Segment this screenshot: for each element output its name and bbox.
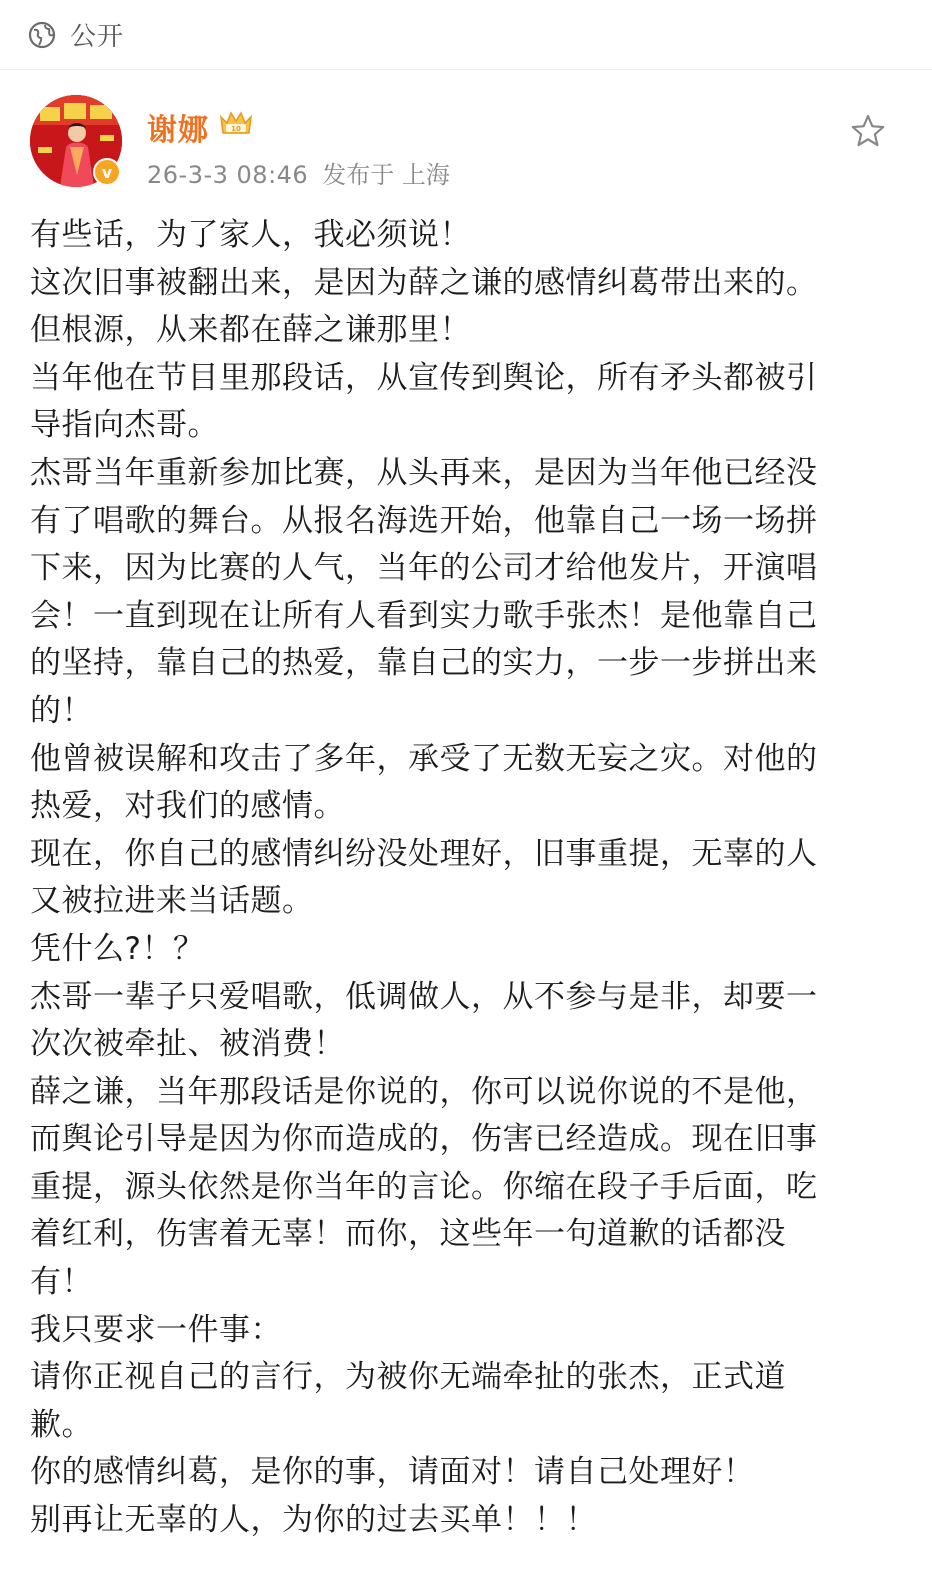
post-text-line: 会！一直到现在让所有人看到实力歌手张杰！是他靠自己 — [30, 597, 818, 634]
visibility-label: 公开 — [70, 22, 125, 52]
post-text-line: 别再让无辜的人，为你的过去买单！！！ — [30, 1502, 597, 1539]
post-text-line: 我只要求一件事： — [30, 1311, 282, 1348]
post-text-line: 着红利，伤害着无辜！而你，这些年一句道歉的话都没 — [30, 1216, 786, 1253]
post-text-line: 导指向杰哥。 — [30, 407, 219, 444]
verified-badge-icon: v — [93, 158, 121, 186]
post-text-line: 有了唱歌的舞台。从报名海选开始，他靠自己一场一场拼 — [30, 502, 818, 539]
post-text-line: 有些话，为了家人，我必须说！ — [30, 217, 471, 253]
svg-text:10: 10 — [231, 125, 241, 133]
post-text-line: 你的感情纠葛，是你的事，请面对！请自己处理好！ — [30, 1454, 755, 1491]
post-header — [0, 95, 932, 195]
post-text-line: 有！ — [30, 1264, 93, 1301]
post-text-line: 下来，因为比赛的人气，当年的公司才给他发片，开演唱 — [30, 550, 818, 587]
post-text-line: 现在，你自己的感情纠纷没处理好，旧事重提，无辜的人 — [30, 835, 818, 872]
post-text-line: 又被拉进来当话题。 — [30, 883, 314, 920]
post-text-line: 次次被牵扯、被消费！ — [30, 1026, 345, 1063]
post-text-line: 这次旧事被翻出来，是因为薛之谦的感情纠葛带出来的。 — [30, 264, 818, 301]
post-text-line: 但根源，从来都在薛之谦那里！ — [30, 312, 471, 349]
post-location: 发布于 上海 — [322, 161, 450, 189]
favorite-star-icon[interactable] — [850, 113, 886, 149]
post-text-line: 请你正视自己的言行，为被你无端牵扯的张杰，正式道 — [30, 1359, 786, 1396]
post-text-line: 而舆论引导是因为你而造成的，伤害已经造成。现在旧事 — [30, 1121, 818, 1158]
post-meta — [147, 155, 450, 190]
post-time: 26-3-3 08:46 — [147, 161, 309, 189]
post-text-line: 的！ — [30, 692, 93, 729]
globe-icon — [28, 21, 56, 49]
crown-vip-icon[interactable] — [218, 107, 254, 139]
post-text-line: 凭什么?！？ — [30, 930, 205, 967]
post-text-line: 重提，源头依然是你当年的言论。你缩在段子手后面，吃 — [30, 1168, 818, 1205]
post-body — [30, 212, 910, 1545]
post-text-line: 热爱，对我们的感情。 — [30, 788, 345, 825]
post-text-line: 杰哥当年重新参加比赛，从头再来，是因为当年他已经没 — [30, 454, 818, 491]
post-text-line: 薛之谦，当年那段话是你说的，你可以说你说的不是他， — [30, 1073, 818, 1110]
visibility-bar — [0, 0, 932, 70]
post-text-line: 的坚持，靠自己的热爱，靠自己的实力，一步一步拼出来 — [30, 645, 818, 682]
post-text-line: 歉。 — [30, 1406, 93, 1443]
post-text-line: 他曾被误解和攻击了多年，承受了无数无妄之灾。对他的 — [30, 740, 818, 777]
post-text-line: 杰哥一辈子只爱唱歌，低调做人，从不参与是非，却要一 — [30, 978, 818, 1015]
post-text-line: 当年他在节目里那段话，从宣传到舆论，所有矛头都被引 — [30, 359, 818, 396]
author-name[interactable]: 谢娜 — [147, 113, 209, 148]
